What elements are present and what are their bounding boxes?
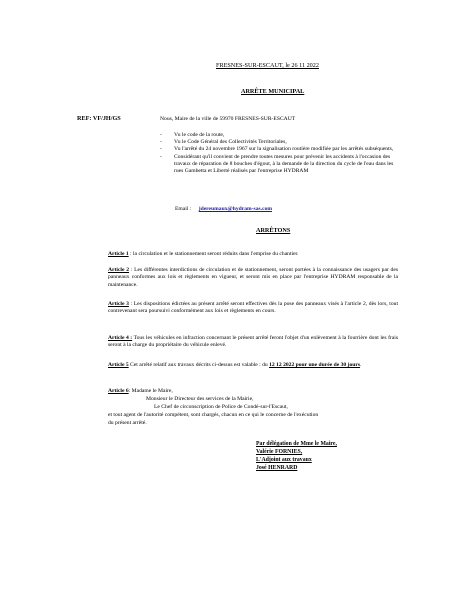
article-label: Article 4 :: [108, 335, 133, 341]
article-1: Article 1 : la circulation et le stationnement seront réduits dans l'emprise du chantier.: [108, 251, 299, 257]
article-2: Article 2 : Les différentes interdictions de circulation et de stationnement, seront portées à la connaissance des usagers par des panneaux conformes aux lois et règlements en vigueur, et seront mis en place par l'entreprise HYDRAM responsable de la maintenance.: [108, 267, 398, 288]
reference: REF: VF/JH/GS: [77, 115, 121, 122]
document-title: ARRÊTE MUNICIPAL: [241, 88, 305, 95]
email-line: [175, 206, 272, 213]
article-label: Article 5: [108, 362, 129, 368]
considerations-list: [160, 132, 400, 175]
place-date: FRESNES-SUR-ESCAUT, le 26 11 2022: [216, 62, 319, 69]
list-item: - Vu l'arrêté du 24 novembre 1967 sur la signalisation routière modifiée par les arrêtés subséquents,: [160, 146, 400, 153]
article-6-line: Monsieur le Directeur des services de la Mairie,: [146, 396, 254, 402]
article-4: Article 4 : Tous les véhicules en infraction concernant le présent arrêté feront l'objet d'un enlèvement à la fourrière dont les frais seront à la charge du propriétaire du véhicule enlevé.: [108, 335, 399, 349]
signature-delegation: Par délégation de Mme le Maire,: [256, 441, 337, 447]
signature-name: Valérie FORNIES,: [256, 449, 303, 455]
email-label: Email :: [175, 206, 192, 212]
signature-role: L'Adjoint aux travaux: [256, 457, 312, 463]
signature-signatory: José HENRARD: [256, 465, 298, 471]
article-6-line: et tout agent de l'autorité compétent, sont chargés, chacun en ce qui le concerne de l'exécution: [108, 412, 319, 418]
article-label: Article 2: [108, 267, 130, 273]
list-item: - Vu le Code Général des Collectivités Territoriales,: [160, 139, 400, 146]
list-item: - Considérant qu'il convient de prendre toutes mesures pour prévenir les accidents à l'occasion des travaux de réparation de 8 bouches d'égout, à la demande de la direction du cycle de l'eau dans les rues Gambetta et Liberté réalisés par l'entreprise HYDRAM: [160, 154, 400, 176]
intro-line: Nous, Maire de la ville de 59970 FRESNES-SUR-ESCAUT: [160, 116, 296, 122]
article-label: Article 3: [108, 301, 129, 307]
list-item: - Vu le code de la route,: [160, 132, 400, 139]
article-6-line: du présent arrêté.: [108, 420, 147, 426]
article-label: Article 6: [108, 388, 129, 394]
article-6-line: Le Chef de circonscription de Police de Condé-sur-l'Escaut,: [154, 404, 288, 410]
validity-period: 12 12 2022 pour une durée de 30 jours: [269, 362, 361, 368]
email-link[interactable]: jdereumaux@hydram-sas.com: [198, 206, 273, 212]
article-6: Article 6: Madame le Maire,: [108, 388, 173, 394]
article-label: Article 1: [108, 251, 129, 257]
article-3: Article 3 : Les dispositions édictées au présent arrêté seront effectives dès la pose des panneaux visés à l'article 2, dès lors, tout contrevenant sera poursuivi conformément aux lois et règlements en cours.: [108, 301, 398, 315]
article-5: Article 5 Cet arrêté relatif aux travaux décrits ci-dessus est valable : du 12 12 2022 pour une durée de 30 jours.: [108, 362, 362, 368]
decision-title: ARRÊTONS: [256, 227, 291, 234]
